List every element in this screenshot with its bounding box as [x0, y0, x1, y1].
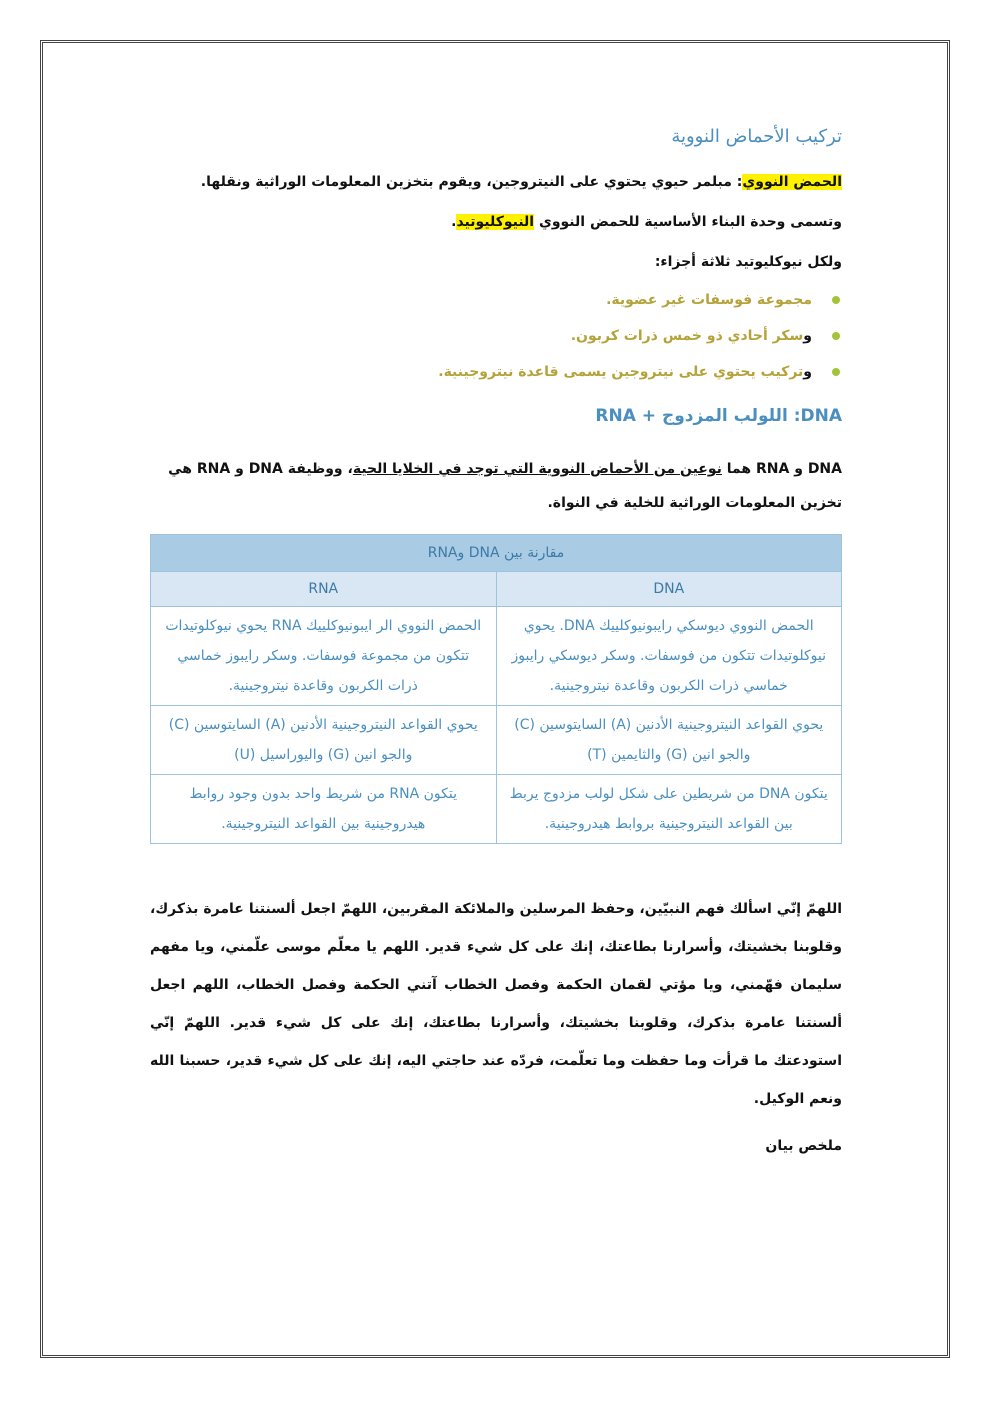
- table-cell-rna: يحوي القواعد النيتروجينية الأدنين (A) السايتوسين (C) والجو انين (G) واليوراسيل (U): [151, 706, 497, 775]
- table-cell-dna: يحوي القواعد النيتروجينية الأدنين (A) السايتوسين (C) والجو انين (G) والثايمين (T): [496, 706, 842, 775]
- table-cell-dna: الحمض النووي ديوسكي رايبونيوكلييك DNA. يحوي نيوكلوتيدات تتكون من فوسفات. وسكر ديوسكي رايبوز خماسي ذرات الكربون وقاعدة نيتروجينية.: [496, 607, 842, 706]
- parts-list: [150, 288, 842, 384]
- list-item-prefix: و: [803, 328, 812, 344]
- column-header-dna: DNA: [496, 572, 842, 607]
- unit-paragraph: [150, 208, 842, 236]
- definition-text: : مبلمر حيوي يحتوي على النيتروجين، ويقوم بتخزين المعلومات الوراثية ونقلها.: [200, 174, 743, 190]
- parts-intro: ولكل نيوكليوتيد ثلاثة أجزاء:: [654, 254, 842, 270]
- list-item-text: تركيب يحتوي على نيتروجين يسمى قاعدة نيتروجينية.: [438, 364, 804, 380]
- table-title: مقارنة بين DNA وRNA: [151, 535, 842, 572]
- list-item-text: سكر أحادي ذو خمس ذرات كربون.: [570, 328, 804, 344]
- table-cell-rna: الحمض النووي الر ايبونيوكلييك RNA يحوي نيوكلوتيدات تتكون من مجموعة فوسفات. وسكر رايبوز خماسي ذرات الكربون وقاعدة نيتروجينية.: [151, 607, 497, 706]
- bullet-icon: [832, 368, 840, 376]
- bullet-icon: [832, 296, 840, 304]
- list-item: [150, 288, 812, 312]
- list-item: [150, 324, 812, 348]
- page-title: تركيب الأحماض النووية: [671, 126, 842, 147]
- definition-term: الحمض النووي: [742, 174, 842, 190]
- bullet-icon: [832, 332, 840, 340]
- section-para-end: ، ووظيفة DNA و RNA هي تخزين المعلومات الوراثية للخلية في النواة.: [168, 461, 842, 511]
- table-row: [151, 607, 842, 706]
- section-para-start: DNA و RNA هما: [721, 461, 842, 477]
- unit-term: النيوكليوتيد: [456, 214, 535, 230]
- document-body: [150, 110, 842, 1174]
- table-row: [151, 775, 842, 844]
- prayer-paragraph: اللهمّ إنّي اسألك فهم النبيّين، وحفظ المرسلين والملائكة المقربين، اللهمّ اجعل ألسنتنا عامرة بذكرك، وقلوبنا بخشيتك، وأسرارنا بطاعتك، إنك على كل شيء قدير. اللهم يا معلّم موسى علّمني، ويا مفهم سليمان فهّمني، ويا مؤتي لقمان الحكمة وفصل الخطاب آتني الحكمة وفصل الخطاب، اللهم اجعل ألسنتنا عامرة بذكرك، وقلوبنا بخشيتك، وأسرارنا بطاعتك، إنك على كل شيء قدير. اللهمّ إنّي استودعتك ما قرأت وما حفظت وما تعلّمت، فردّه عند حاجتي اليه، إنك على كل شيء قدير، حسبنا الله ونعم الوكيل.: [150, 901, 842, 1107]
- table-row: [151, 706, 842, 775]
- section-para-underlined: نوعين من الأحماض النووية التي توجد في الخلايا الحية: [352, 461, 722, 477]
- list-item: [150, 360, 812, 384]
- list-item-text: مجموعة فوسفات غير عضوية.: [606, 292, 812, 308]
- table-cell-dna: يتكون DNA من شريطين على شكل لولب مزدوج يربط بين القواعد النيتروجينية بروابط هيدروجينية.: [496, 775, 842, 844]
- unit-end: .: [451, 214, 457, 230]
- list-item-prefix: و: [803, 364, 812, 380]
- table-cell-rna: يتكون RNA من شريط واحد بدون وجود روابط هيدروجينية بين القواعد النيتروجينية.: [151, 775, 497, 844]
- definition-paragraph: [150, 168, 842, 196]
- unit-text: وتسمى وحدة البناء الأساسية للحمض النووي: [534, 214, 842, 230]
- summary-label: ملخص بيان: [765, 1138, 842, 1154]
- comparison-table: [150, 534, 842, 844]
- section-paragraph: [150, 452, 842, 520]
- column-header-rna: RNA: [151, 572, 497, 607]
- section-heading: DNA: اللولب المزدوج + RNA: [595, 406, 842, 426]
